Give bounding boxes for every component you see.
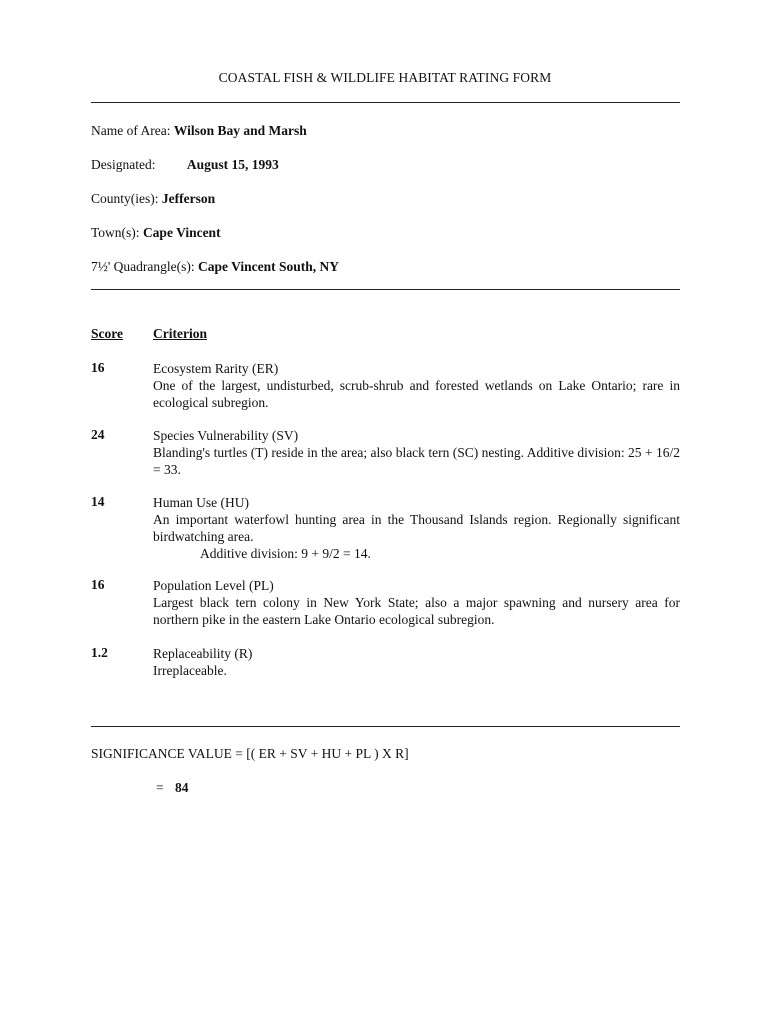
designated-value: August 15, 1993 (186, 157, 279, 172)
county-field (91, 191, 215, 207)
criterion-ecosystem-rarity (153, 360, 680, 411)
designated-field (91, 157, 279, 173)
criterion-name: Population Level (PL) (153, 578, 274, 593)
score-human-use: 14 (91, 494, 105, 509)
score-species-vulnerability: 24 (91, 427, 105, 442)
significance-formula: SIGNIFICANCE VALUE = [( ER + SV + HU + PL ) X R] (91, 746, 409, 761)
score-ecosystem-rarity: 16 (91, 360, 105, 375)
criterion-population-level (153, 577, 680, 628)
equals-sign: = (156, 780, 164, 795)
quadrangle-field (91, 259, 339, 275)
criterion-replaceability (153, 645, 680, 679)
criterion-description: Irreplaceable. (153, 663, 227, 678)
county-value: Jefferson (161, 191, 216, 206)
area-name-value: Wilson Bay and Marsh (173, 123, 307, 138)
score-replaceability: 1.2 (91, 645, 108, 660)
criterion-description: Largest black tern colony in New York State; also a major spawning and nursery area for northern pike in the eastern Lake Ontario ecological subregion. (153, 595, 680, 627)
town-label: Town(s): (91, 225, 140, 240)
county-label: County(ies): (91, 191, 159, 206)
score-header: Score (91, 326, 123, 341)
bottom-divider (91, 726, 680, 727)
quadrangle-label: 7½' Quadrangle(s): (91, 259, 195, 274)
designated-label: Designated: (91, 157, 156, 172)
score-population-level: 16 (91, 577, 105, 592)
form-title: COASTAL FISH & WILDLIFE HABITAT RATING FORM (218, 70, 552, 85)
criterion-human-use (153, 494, 680, 562)
criterion-description: One of the largest, undisturbed, scrub-shrub and forested wetlands on Lake Ontario; rare in ecological subregion. (153, 378, 680, 410)
town-field (91, 225, 221, 241)
significance-result (156, 780, 189, 796)
criterion-additive-note: Additive division: 9 + 9/2 = 14. (200, 546, 371, 561)
significance-value: 84 (175, 780, 189, 795)
criterion-description: An important waterfowl hunting area in the Thousand Islands region. Regionally significant birdwatching area. (153, 512, 680, 544)
criterion-name: Replaceability (R) (153, 646, 253, 661)
criterion-name: Ecosystem Rarity (ER) (153, 361, 279, 376)
quadrangle-value: Cape Vincent South, NY (198, 259, 340, 274)
top-divider (91, 102, 680, 103)
criterion-name: Species Vulnerability (SV) (153, 428, 299, 443)
criterion-species-vulnerability (153, 427, 680, 478)
criterion-name: Human Use (HU) (153, 495, 249, 510)
criterion-header: Criterion (153, 326, 207, 341)
town-value: Cape Vincent (142, 225, 221, 240)
area-name-label: Name of Area: (91, 123, 171, 138)
criterion-description: Blanding's turtles (T) reside in the area; also black tern (SC) nesting. Additive division: 25 + 16/2 = 33. (153, 445, 680, 477)
area-name-field (91, 123, 307, 139)
fields-divider (91, 289, 680, 290)
